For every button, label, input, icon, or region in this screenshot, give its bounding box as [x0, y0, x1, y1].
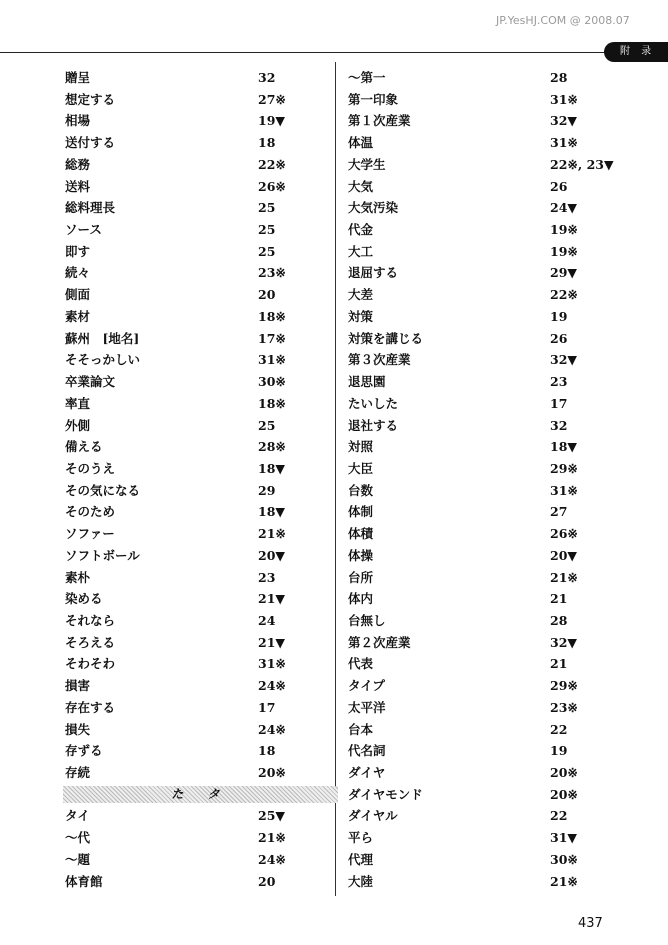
- entry-reference: 32▼: [550, 352, 578, 368]
- entry-term: 蘇州 [地名]: [65, 330, 140, 346]
- entry-reference: 19※: [550, 243, 578, 259]
- entry-term: 台無し: [348, 612, 386, 628]
- entry-term: 大学生: [348, 156, 386, 172]
- index-entry: [65, 393, 330, 415]
- entry-term: 大気汚染: [348, 200, 399, 216]
- index-entry: [348, 241, 618, 263]
- entry-term: そろえる: [65, 634, 116, 650]
- entry-reference: 26※: [550, 526, 578, 542]
- index-entry: [65, 241, 330, 263]
- entry-reference: 30※: [258, 374, 286, 390]
- watermark: JP.YesHJ.COM @ 2008.07: [496, 14, 630, 27]
- entry-term: 体制: [348, 504, 374, 520]
- entry-reference: 27: [550, 504, 568, 520]
- entry-term: ダイヤモンド: [348, 786, 423, 802]
- entry-term: ～代: [65, 830, 91, 846]
- index-entry: [65, 849, 330, 871]
- index-entry: [65, 67, 330, 89]
- entry-term: 太平洋: [348, 699, 386, 715]
- entry-reference: 31※: [550, 482, 578, 498]
- index-entry: [65, 675, 330, 697]
- entry-reference: 23※: [550, 699, 578, 715]
- index-entry: [348, 784, 618, 806]
- entry-reference: 25: [258, 222, 276, 238]
- index-entry: [65, 719, 330, 741]
- index-entry: [348, 762, 618, 784]
- entry-reference: 21※: [258, 526, 286, 542]
- index-entry: [65, 436, 330, 458]
- entry-term: 想定する: [65, 91, 116, 107]
- entry-term: 即す: [65, 243, 91, 259]
- index-entry: [348, 675, 618, 697]
- entry-term: タイプ: [348, 678, 385, 694]
- entry-reference: 26: [550, 330, 568, 346]
- entry-reference: 24: [258, 612, 276, 628]
- index-entry: [348, 154, 618, 176]
- entry-reference: 21※: [550, 569, 578, 585]
- entry-reference: 32: [550, 417, 568, 433]
- entry-reference: 19▼: [258, 113, 286, 129]
- entry-reference: 17: [550, 395, 568, 411]
- entry-term: 続々: [65, 265, 91, 281]
- entry-term: 退思園: [348, 374, 386, 390]
- entry-reference: 21: [550, 656, 568, 672]
- section-tab: 附 录: [604, 42, 668, 62]
- index-entry: [65, 154, 330, 176]
- entry-term: ～第一: [348, 70, 386, 85]
- index-entry: [65, 805, 330, 827]
- entry-reference: 18: [258, 135, 276, 151]
- entry-term: 体温: [348, 135, 374, 151]
- entry-term: 損失: [65, 721, 91, 737]
- entry-reference: 28: [550, 70, 568, 85]
- entry-reference: 25: [258, 243, 276, 259]
- index-entry: [348, 219, 618, 241]
- index-entry: [65, 349, 330, 371]
- entry-reference: 32▼: [550, 113, 578, 129]
- index-entry: [65, 653, 330, 675]
- entry-term: 代名詞: [348, 743, 386, 759]
- entry-term: 総務: [65, 156, 91, 172]
- entry-reference: 31※: [258, 352, 286, 368]
- entry-reference: 22: [550, 808, 568, 824]
- index-entry: [348, 284, 618, 306]
- entry-reference: 29※: [550, 678, 578, 694]
- entry-reference: 22※, 23▼: [550, 156, 614, 172]
- index-entry: [348, 262, 618, 284]
- index-entry: [65, 371, 330, 393]
- index-entry: [348, 653, 618, 675]
- index-entry: [348, 458, 618, 480]
- index-entry: [65, 262, 330, 284]
- index-entry: [348, 415, 618, 437]
- entry-term: 退社する: [348, 417, 399, 433]
- index-entry: [65, 89, 330, 111]
- index-entry: [348, 610, 618, 632]
- index-entry: [65, 219, 330, 241]
- entry-term: 体操: [348, 547, 374, 563]
- index-entry: [65, 132, 330, 154]
- entry-term: 第３次産業: [348, 352, 411, 368]
- entry-term: 大気: [348, 178, 374, 194]
- index-entry: [348, 871, 618, 893]
- entry-reference: 18▼: [258, 460, 286, 476]
- entry-reference: 27※: [258, 91, 286, 107]
- entry-term: 体内: [348, 591, 374, 607]
- entry-term: 代理: [348, 851, 374, 867]
- entry-term: ソース: [65, 222, 102, 238]
- entry-term: 率直: [65, 395, 91, 411]
- entry-term: 染める: [65, 591, 103, 607]
- entry-reference: 31※: [550, 135, 578, 151]
- entry-term: 側面: [65, 287, 91, 303]
- entry-reference: 29※: [550, 460, 578, 476]
- entry-term: ソファー: [65, 526, 115, 542]
- entry-reference: 25▼: [258, 808, 286, 824]
- entry-term: そのうえ: [65, 460, 116, 476]
- index-entry: [348, 480, 618, 502]
- entry-term: 第２次産業: [348, 634, 411, 650]
- index-entry: [65, 284, 330, 306]
- entry-reference: 24※: [258, 678, 286, 694]
- page-number: 437: [578, 916, 603, 931]
- entry-term: 総料理長: [65, 200, 116, 216]
- entry-reference: 20※: [550, 765, 578, 780]
- index-entry: [65, 588, 330, 610]
- entry-term: タイ: [65, 808, 90, 824]
- entry-reference: 20: [258, 873, 276, 889]
- entry-term: 代金: [348, 222, 374, 238]
- index-entry: [65, 632, 330, 654]
- entry-term: ～題: [65, 851, 91, 867]
- entry-reference: 23: [258, 569, 276, 585]
- index-entry: [348, 197, 618, 219]
- index-entry: [348, 349, 618, 371]
- entry-term: 相場: [65, 113, 91, 129]
- entry-term: 存在する: [65, 699, 116, 715]
- index-entry: [348, 501, 618, 523]
- entry-reference: 29: [258, 482, 276, 498]
- index-entry: [348, 740, 618, 762]
- entry-reference: 19※: [550, 222, 578, 238]
- entry-term: 送付する: [65, 135, 116, 151]
- index-entry: [65, 523, 330, 545]
- index-entry: [65, 480, 330, 502]
- entry-reference: 24※: [258, 851, 286, 867]
- entry-term: 存続: [65, 765, 91, 780]
- entry-reference: 18▼: [550, 439, 578, 455]
- index-entry: [65, 545, 330, 567]
- entry-term: 外側: [65, 417, 91, 433]
- entry-reference: 32: [258, 70, 276, 85]
- entry-term: 卒業論文: [65, 374, 116, 390]
- entry-reference: 20※: [550, 786, 578, 802]
- index-entry: [348, 306, 618, 328]
- entry-reference: 21: [550, 591, 568, 607]
- left-column: [65, 67, 330, 892]
- entry-term: 対策: [348, 308, 374, 324]
- index-entry: [348, 719, 618, 741]
- entry-reference: 29▼: [550, 265, 578, 281]
- entry-term: そわそわ: [65, 656, 116, 672]
- entry-reference: 20▼: [258, 547, 286, 563]
- index-entry: [348, 110, 618, 132]
- entry-term: 平ら: [348, 830, 374, 846]
- entry-term: その気になる: [65, 482, 141, 498]
- index-entry: [65, 501, 330, 523]
- entry-term: 対照: [348, 439, 374, 455]
- entry-reference: 22: [550, 721, 568, 737]
- entry-term: たいした: [348, 395, 399, 411]
- entry-reference: 22※: [550, 287, 578, 303]
- index-entry: [348, 545, 618, 567]
- index-entry: [348, 393, 618, 415]
- index-entry: [348, 176, 618, 198]
- index-entry: [65, 415, 330, 437]
- entry-term: 体積: [348, 526, 374, 542]
- entry-reference: 30※: [550, 851, 578, 867]
- index-entry: [65, 740, 330, 762]
- entry-reference: 31※: [258, 656, 286, 672]
- index-entry: [65, 176, 330, 198]
- entry-term: 台数: [348, 482, 374, 498]
- entry-term: そのため: [65, 504, 116, 520]
- entry-reference: 17: [258, 699, 276, 715]
- entry-reference: 20※: [258, 765, 286, 780]
- entry-reference: 21▼: [258, 591, 286, 607]
- index-entry: [65, 610, 330, 632]
- entry-term: 大工: [348, 243, 374, 259]
- index-entry: [348, 632, 618, 654]
- entry-term: 退屈する: [348, 265, 399, 281]
- index-entry: [348, 697, 618, 719]
- index-entry: [348, 436, 618, 458]
- entry-term: 素材: [65, 308, 91, 324]
- entry-term: 大差: [348, 287, 374, 303]
- entry-term: 存ずる: [65, 743, 103, 759]
- entry-term: 第一印象: [348, 91, 399, 107]
- index-entry: [348, 328, 618, 350]
- index-entry: [65, 567, 330, 589]
- entry-reference: 21※: [258, 830, 286, 846]
- entry-reference: 24※: [258, 721, 286, 737]
- entry-reference: 25: [258, 200, 276, 216]
- index-entry: [65, 697, 330, 719]
- entry-term: そそっかしい: [65, 352, 141, 368]
- entry-reference: 28: [550, 612, 568, 628]
- entry-term: 第１次産業: [348, 113, 411, 129]
- entry-reference: 23※: [258, 265, 286, 281]
- entry-term: 大陸: [348, 873, 374, 889]
- index-entry: [348, 588, 618, 610]
- entry-term: 大臣: [348, 460, 374, 476]
- index-entry: [65, 197, 330, 219]
- entry-reference: 21▼: [258, 634, 286, 650]
- index-entry: [348, 849, 618, 871]
- entry-reference: 19: [550, 308, 568, 324]
- entry-reference: 18※: [258, 395, 286, 411]
- entry-term: 代表: [348, 656, 374, 672]
- entry-reference: 26: [550, 178, 568, 194]
- index-entry: [65, 328, 330, 350]
- entry-term: 備える: [65, 439, 103, 455]
- index-entry: [348, 523, 618, 545]
- entry-term: それなら: [65, 612, 116, 628]
- entry-term: 台所: [348, 569, 374, 585]
- entry-reference: 20: [258, 287, 276, 303]
- index-entry: [348, 89, 618, 111]
- entry-term: 対策を講じる: [348, 330, 424, 346]
- column-divider: [335, 62, 336, 896]
- index-entry: [348, 805, 618, 827]
- entry-reference: 24▼: [550, 200, 578, 216]
- index-entry: [65, 306, 330, 328]
- entry-reference: 31▼: [550, 830, 578, 846]
- entry-reference: 20▼: [550, 547, 578, 563]
- header-rule: [0, 52, 610, 53]
- index-entry: [348, 132, 618, 154]
- entry-reference: 17※: [258, 330, 286, 346]
- index-entry: [65, 762, 330, 784]
- index-entry: [348, 371, 618, 393]
- entry-reference: 26※: [258, 178, 286, 194]
- entry-term: ダイヤル: [348, 808, 398, 824]
- right-column: [348, 67, 618, 892]
- index-entry: [348, 67, 618, 89]
- entry-reference: 21※: [550, 873, 578, 889]
- entry-term: ソフトボール: [65, 547, 140, 563]
- entry-reference: 31※: [550, 91, 578, 107]
- entry-term: 贈呈: [65, 70, 91, 85]
- index-entry: [65, 827, 330, 849]
- entry-reference: 18▼: [258, 504, 286, 520]
- index-entry: [65, 871, 330, 893]
- entry-term: 送料: [65, 178, 91, 194]
- index-entry: [65, 458, 330, 480]
- entry-reference: 22※: [258, 156, 286, 172]
- entry-reference: 19: [550, 743, 568, 759]
- entry-term: ダイヤ: [348, 765, 386, 780]
- index-entry: [348, 827, 618, 849]
- entry-reference: 32▼: [550, 634, 578, 650]
- entry-term: 台本: [348, 721, 374, 737]
- entry-term: 素朴: [65, 569, 91, 585]
- entry-reference: 18※: [258, 308, 286, 324]
- entry-reference: 18: [258, 743, 276, 759]
- index-entry: [348, 567, 618, 589]
- entry-reference: 25: [258, 417, 276, 433]
- section-heading: た タ: [63, 786, 338, 803]
- entry-term: 体育館: [65, 873, 103, 889]
- entry-reference: 23: [550, 374, 568, 390]
- entry-reference: 28※: [258, 439, 286, 455]
- index-entry: [65, 110, 330, 132]
- entry-term: 損害: [65, 678, 91, 694]
